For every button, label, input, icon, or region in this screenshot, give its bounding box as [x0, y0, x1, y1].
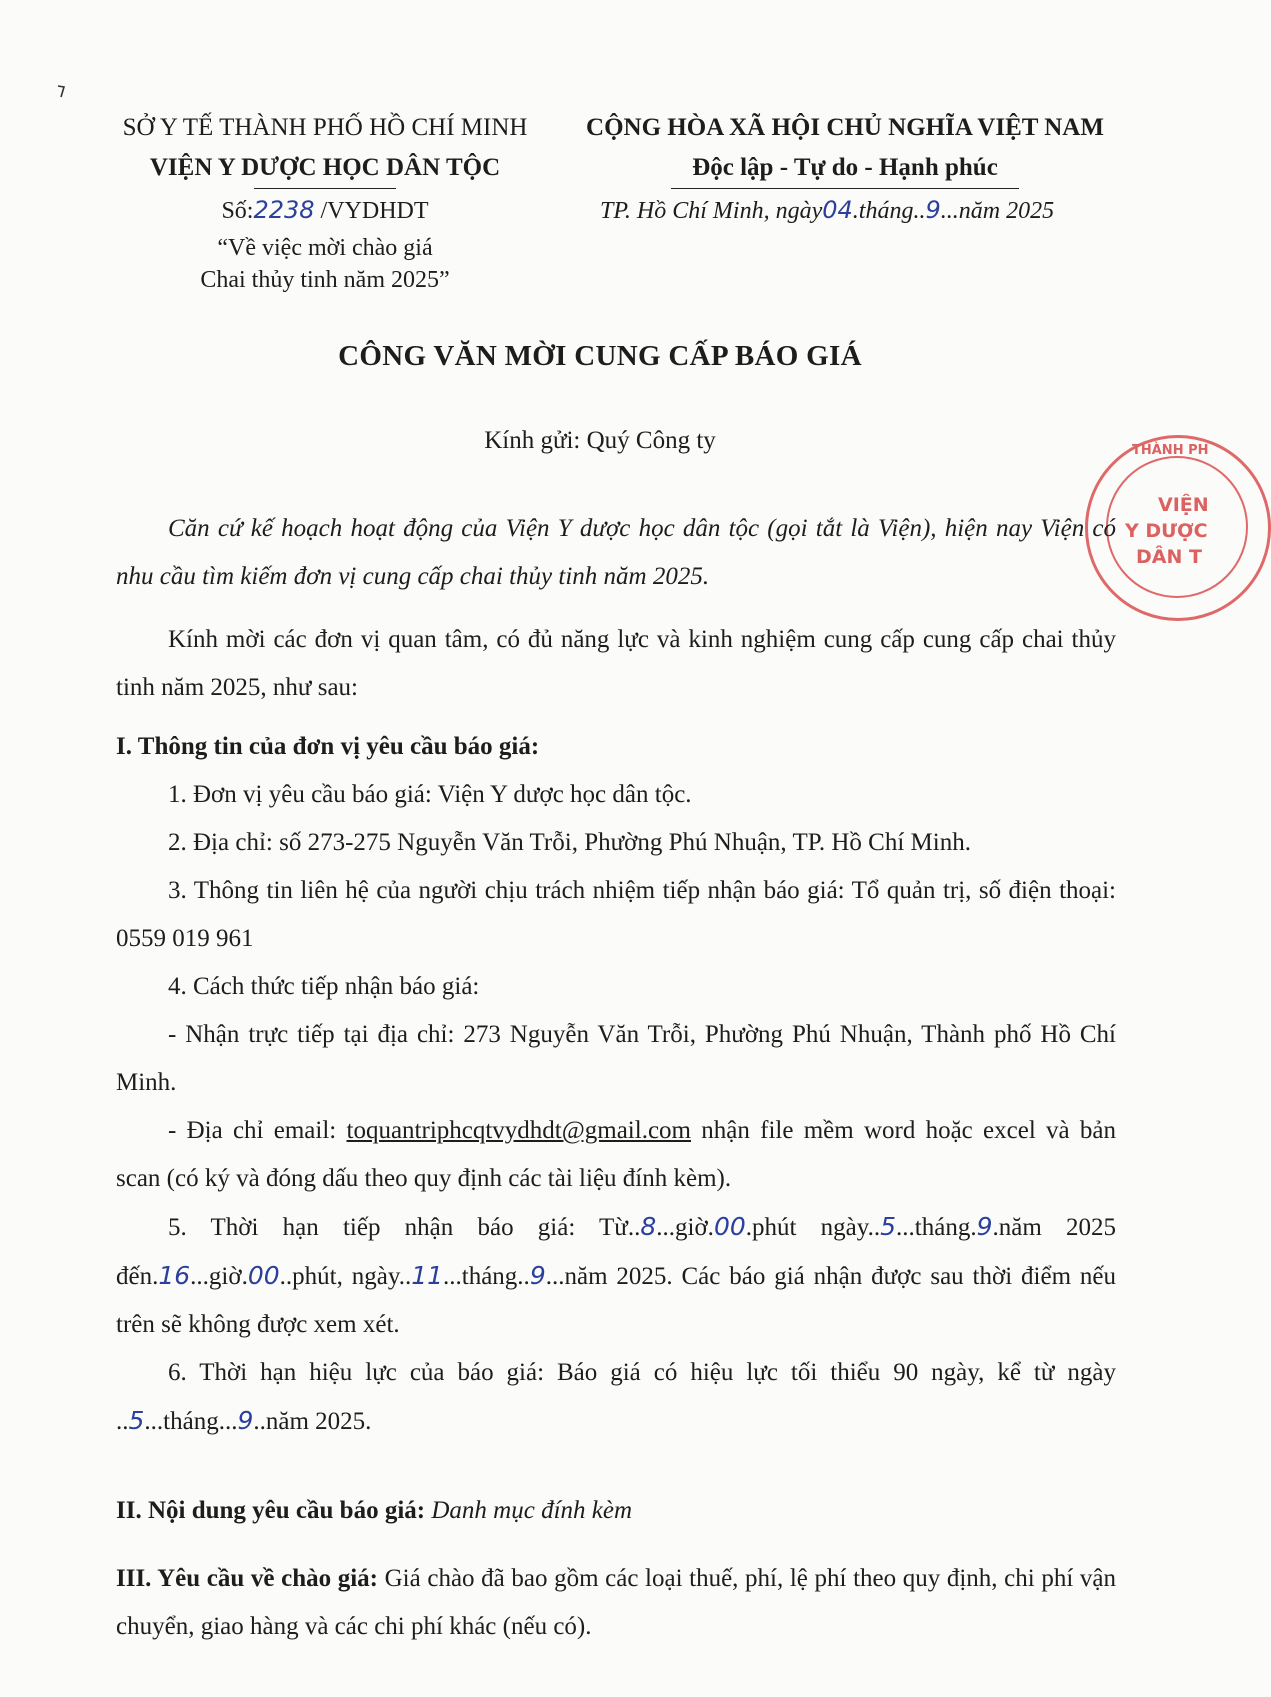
- item-1: 1. Đơn vị yêu cầu báo giá: Viện Y dược học dân tộc.: [168, 781, 692, 808]
- issuer-department: SỞ Y TẾ THÀNH PHỐ HỒ CHÍ MINH: [122, 114, 528, 141]
- item-4a: - Nhận trực tiếp tại địa chỉ: 273 Nguyễn Văn Trỗi, Phường Phú Nhuận, Thành phố Hồ Chí Minh.: [116, 1021, 1116, 1096]
- national-header: [560, 108, 1130, 189]
- issuer-institute: VIỆN Y DƯỢC HỌC DÂN TỘC: [149, 154, 501, 181]
- place-date: TP. Hồ Chí Minh, ngày04.tháng..9...năm 2025: [600, 196, 1055, 224]
- document-title: CÔNG VĂN MỜI CUNG CẤP BÁO GIÁ: [338, 340, 862, 372]
- item-5: 5. Thời hạn tiếp nhận báo giá: Từ..8...giờ.00.phút ngày..5...tháng.9.năm 2025 đến.16...giờ.00..phút, ngày..11...tháng..9...năm 2025. Các báo giá nhận được sau thời điểm nếu trên sẽ không được xem xét.: [116, 1212, 1117, 1338]
- handwritten-number: 2238: [253, 196, 315, 224]
- section-2: II. Nội dung yêu cầu báo giá: Danh mục đính kèm: [116, 1497, 633, 1524]
- issuer-block: [100, 108, 550, 189]
- handwritten-day: 04: [822, 196, 853, 224]
- stamp-arc-text: THÀNH PH: [1132, 443, 1209, 458]
- national-motto: Độc lập - Tự do - Hạnh phúc: [692, 154, 998, 181]
- section-2-heading: II. Nội dung yêu cầu báo giá:: [116, 1497, 426, 1524]
- national-title: CỘNG HÒA XÃ HỘI CHỦ NGHĨA VIỆT NAM: [586, 114, 1104, 141]
- stamp-line-2: Y DƯỢC: [1125, 520, 1208, 542]
- greeting: Kính gửi: Quý Công ty: [484, 427, 716, 454]
- section-3-heading: III. Yêu cầu về chào giá:: [116, 1565, 379, 1592]
- stamp-line-3: DÂN T: [1136, 546, 1202, 568]
- email-link[interactable]: toquantriphcqtvydhdt@gmail.com: [346, 1117, 691, 1144]
- item-4b: - Địa chỉ email: toquantriphcqtvydhdt@gmail.com nhận file mềm word hoặc excel và bản scan (có ký và đóng dấu theo quy định các tài liệu đính kèm).: [116, 1117, 1116, 1192]
- motto-underline: [671, 188, 1019, 189]
- issuer-underline: [254, 188, 396, 189]
- stamp-line-1: VIỆN: [1158, 494, 1209, 516]
- section-1: [116, 723, 1116, 1446]
- section-3: III. Yêu cầu về chào giá: Giá chào đã bao gồm các loại thuế, phí, lệ phí theo quy định, chi phí vận chuyển, giao hàng và các chi phí khác (nếu có).: [116, 1565, 1116, 1640]
- intro-paragraph: Căn cứ kế hoạch hoạt động của Viện Y dược học dân tộc (gọi tắt là Viện), hiện nay Viện có nhu cầu tìm kiếm đơn vị cung cấp chai thủy tinh năm 2025.: [116, 515, 1116, 590]
- handwritten-month: 9: [925, 196, 941, 224]
- item-6: 6. Thời hạn hiệu lực của báo giá: Báo giá có hiệu lực tối thiểu 90 ngày, kể từ ngày ..5...tháng...9..năm 2025.: [116, 1359, 1116, 1435]
- document-number: Số:2238 /VYDHDT: [221, 196, 429, 224]
- invite-paragraph: Kính mời các đơn vị quan tâm, có đủ năng lực và kinh nghiệm cung cấp cung cấp chai thủy tinh năm 2025, như sau:: [116, 626, 1116, 701]
- section-1-heading: I. Thông tin của đơn vị yêu cầu báo giá:: [116, 733, 540, 760]
- item-4: 4. Cách thức tiếp nhận báo giá:: [168, 973, 480, 1000]
- document-subject: “Về việc mời chào giá Chai thủy tinh năm 2025”: [200, 235, 450, 293]
- item-3: 3. Thông tin liên hệ của người chịu trách nhiệm tiếp nhận báo giá: Tổ quản trị, số điện thoại: 0559 019 961: [116, 877, 1116, 952]
- scan-mark: [56, 84, 66, 98]
- item-2: 2. Địa chỉ: số 273-275 Nguyễn Văn Trỗi, Phường Phú Nhuận, TP. Hồ Chí Minh.: [168, 829, 971, 856]
